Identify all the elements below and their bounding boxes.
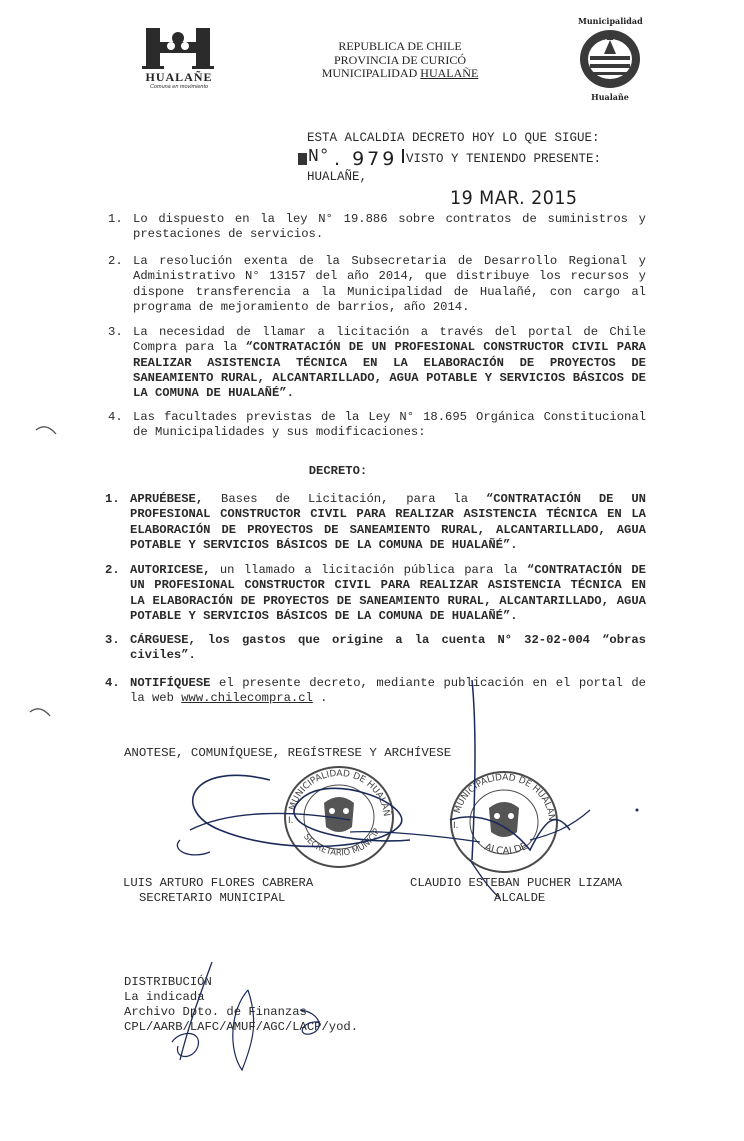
- visto-number: 1.: [108, 212, 123, 226]
- decree-number-prefix: N°: [308, 147, 330, 167]
- visto-number: 2.: [108, 254, 123, 268]
- letterhead-line-2: PROVINCIA DE CURICÓ: [333, 52, 466, 67]
- letterhead-line-3: [300, 67, 500, 81]
- visto-text: Las facultades previstas de la Ley N° 18.695 Orgánica Constitucional de Municipalidades y sus modificaciones:: [133, 410, 646, 440]
- decreto-lead: NOTIFÍQUESE: [130, 676, 211, 690]
- decreto-lead: AUTORICESE,: [130, 563, 211, 577]
- decreto-lead: APRUÉBESE,: [130, 492, 204, 506]
- decreto-item-2: [105, 563, 646, 624]
- date-stamp: 19 MAR. 2015: [450, 187, 578, 209]
- distribution-line: CPL/AARB/LAFC/AMUF/AGC/LACP/yod.: [124, 1020, 359, 1034]
- decree-number: . 979: [334, 148, 398, 170]
- visto-text: [133, 325, 646, 401]
- seal-right-top-text: MUNICIPALIDAD DE HUALAÑ: [452, 772, 557, 822]
- seal-left-bottom-text: SECRETARIO MUNICIP: [301, 827, 383, 859]
- distribution-line: La indicada: [124, 990, 205, 1004]
- decreto-plain: Bases de Licitación, para la: [203, 492, 486, 506]
- distribution-line: Archivo Dpto. de Finanzas: [124, 1005, 307, 1019]
- visto-number: 3.: [108, 325, 123, 339]
- handwritten-signatures-icon: [150, 660, 710, 900]
- seal-right-bottom-text: ALCALDE: [482, 840, 530, 858]
- place-label: HUALAÑE,: [307, 170, 368, 184]
- visto-item-4: [108, 410, 646, 441]
- visto-text: Lo dispuesto en la ley N° 19.886 sobre contratos de suministros y prestaciones de servicios.: [133, 212, 646, 242]
- letterhead-line-3-name: HUALAÑE: [420, 66, 479, 80]
- decreto-lead: CÁRGUESE,: [130, 633, 196, 647]
- decreto-plain: el presente decreto, mediante publicación en el portal de la web: [130, 676, 646, 706]
- closing-formula: ANOTESE, COMUNÍQUESE, REGÍSTRESE Y ARCHÍVESE: [124, 746, 452, 760]
- seal-left-ring-mark: I.: [288, 816, 294, 826]
- visto-number: 4.: [108, 410, 123, 424]
- crest-bottom-label: Hualañe: [591, 92, 629, 102]
- signatory-right-title: ALCALDE: [494, 891, 546, 905]
- municipality-logo-left: [140, 26, 216, 94]
- decreto-number: 3.: [105, 633, 120, 647]
- municipality-crest-right: [570, 14, 650, 104]
- decreto-title: DECRETO:: [308, 464, 368, 478]
- scan-mark-icon: [32, 420, 62, 440]
- crest-top-label: Municipalidad: [578, 16, 643, 26]
- chilecompra-link[interactable]: www.chilecompra.cl: [181, 691, 313, 706]
- crest-shield-icon: [576, 26, 644, 92]
- visto-heading: VISTO Y TENIENDO PRESENTE:: [406, 152, 602, 166]
- ink-mark: [298, 153, 307, 165]
- decreto-bold: “CONTRATACIÓN DE UN PROFESIONAL CONSTRUCTOR CIVIL PARA REALIZAR ASISTENCIA TÉCNICA EN LA ELABORACIÓN DE PROYECTOS DE SANEAMIENTO RURAL, ALCANTARILLADO, AGUA POTABLE Y SERVICIOS BÁSICOS DE LA COMUNA DE HUALAÑÉ”.: [130, 492, 646, 552]
- signatory-left-title: SECRETARIO MUNICIPAL: [139, 891, 286, 905]
- visto-item-2: [108, 254, 646, 315]
- decreto-number: 2.: [105, 563, 120, 577]
- seal-right-ring-mark: I.: [453, 821, 459, 831]
- seal-left-top-text: MUNICIPALIDAD DE HUALAÑ: [287, 768, 392, 818]
- signatory-left-name: LUIS ARTURO FLORES CABRERA: [123, 876, 314, 890]
- decreto-plain: un llamado a licitación pública para la: [210, 563, 527, 577]
- logo-name: HUALAÑE: [145, 70, 213, 84]
- distribution-title: DISTRIBUCIÓN: [124, 975, 212, 989]
- ink-bar: [402, 149, 404, 163]
- scan-mark-icon: [26, 702, 56, 722]
- letterhead-line-3-prefix: MUNICIPALIDAD: [321, 66, 421, 80]
- intro-line: ESTA ALCALDIA DECRETO HOY LO QUE SIGUE:: [307, 131, 600, 145]
- visto-text-plain: La necesidad de llamar a licitación a través del portal de Chile Compra para la: [133, 325, 646, 355]
- visto-text: La resolución exenta de la Subsecretaria de Desarrollo Regional y Administrativo N° 13157 del año 2014, que distribuye los recursos y dispone transferencia a la Municipalidad de Hualañé, con cargo al programa de mejoramiento de barrios, año 2014.: [133, 254, 646, 314]
- initials-pen-marks-icon: [150, 950, 350, 1080]
- decreto-item-1: [105, 492, 646, 553]
- decreto-number: 1.: [105, 492, 120, 506]
- visto-text-bold: “CONTRATACIÓN DE UN PROFESIONAL CONSTRUCTOR CIVIL PARA REALIZAR ASISTENCIA TÉCNICA EN LA ELABORACIÓN DE PROYECTOS DE SANEAMIENTO RURAL, ALCANTARILLADO, AGUA POTABLE Y SERVICIOS BÁSICOS DE LA COMUNA DE HUALAÑÉ”.: [133, 340, 646, 401]
- decreto-tail: .: [312, 691, 328, 706]
- logo-tagline: Comuna en movimiento: [149, 84, 209, 90]
- decreto-bold: los gastos que origine a la cuenta N° 32-02-004 “obras civiles”.: [130, 633, 646, 663]
- decreto-bold: “CONTRATACIÓN DE UN PROFESIONAL CONSTRUCTOR CIVIL PARA REALIZAR ASISTENCIA TÉCNICA EN LA ELABORACIÓN DE PROYECTOS DE SANEAMIENTO RURAL, ALCANTARILLADO, AGUA POTABLE Y SERVICIOS BÁSICOS DE LA COMUNA DE HUALAÑÉ”.: [130, 563, 646, 623]
- signatory-right-name: CLAUDIO ESTEBAN PUCHER LIZAMA: [410, 876, 623, 890]
- visto-item-1: [108, 212, 646, 243]
- decreto-item-3: [105, 633, 646, 664]
- letterhead: [300, 40, 500, 81]
- decreto-number: 4.: [105, 676, 120, 690]
- letterhead-line-1: REPUBLICA DE CHILE: [338, 39, 462, 53]
- visto-item-3: [108, 325, 646, 401]
